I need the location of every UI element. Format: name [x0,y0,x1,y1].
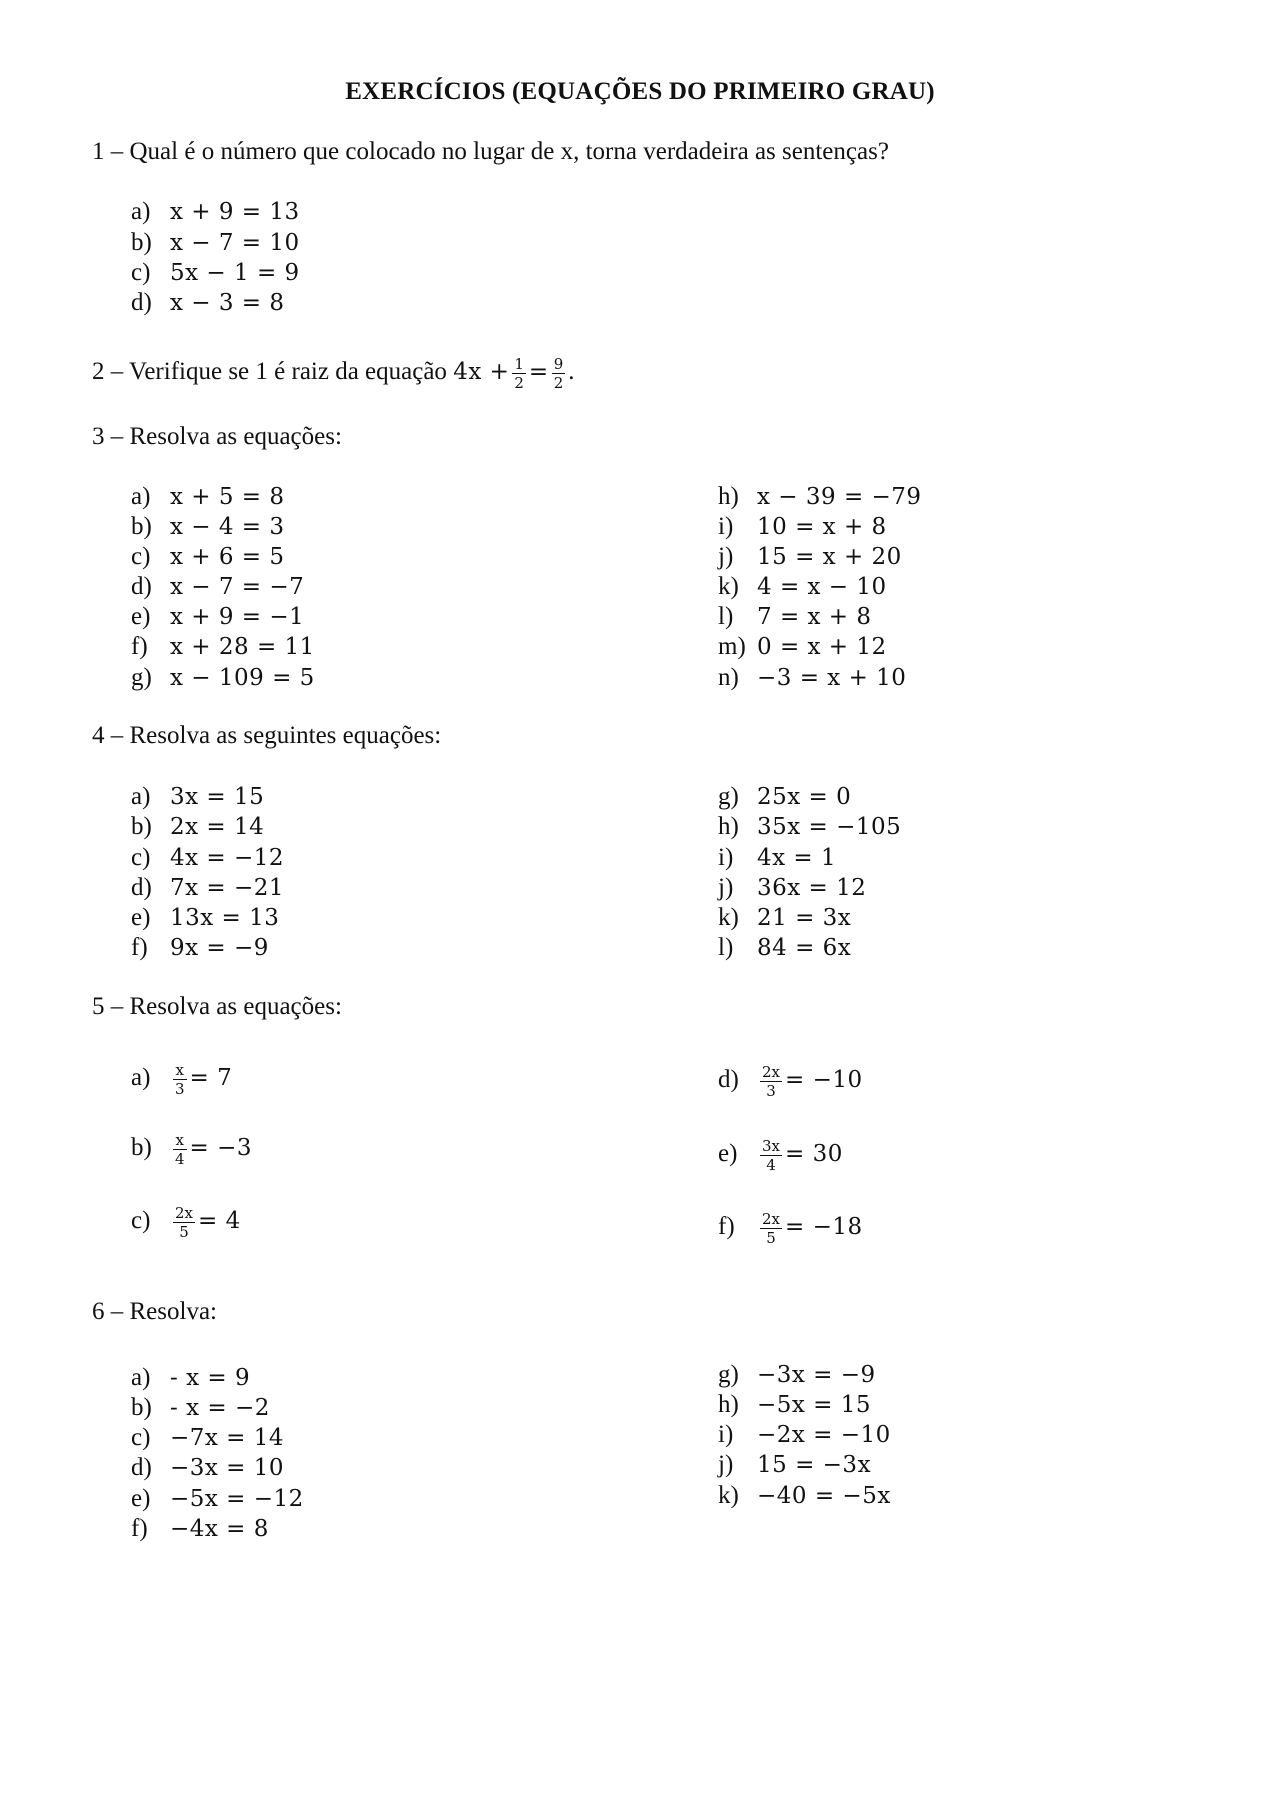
fraction-numerator: x [173,1062,187,1080]
q6-item-e [131,1484,304,1514]
equation: x − 109 = 5 [170,665,315,691]
q5-item-e [718,1131,843,1177]
equation: x + 9 = 13 [170,199,300,225]
equation: 7 = x + 8 [757,604,872,630]
item-label: b) [131,1394,152,1421]
equation: 0 = x + 12 [757,634,887,660]
equation: 5x − 1 = 9 [170,260,300,286]
equation: −3 = x + 10 [757,665,907,691]
item-label: f) [131,633,148,660]
equation-rhs: = −3 [189,1135,253,1161]
item-label: h) [718,813,739,840]
item-label: f) [718,1213,735,1240]
equation: −4x = 8 [170,1516,269,1542]
equation-rhs: = 7 [189,1065,233,1091]
equation: −5x = −12 [170,1486,304,1512]
item-label: l) [718,603,734,630]
equation: x + 28 = 11 [170,634,315,660]
item-label: a) [131,198,151,225]
item-label: g) [718,1361,739,1388]
question-2-text: 2 – Verifique se 1 é raiz da equação [92,358,447,386]
fraction-numerator: 2x [762,1062,781,1081]
fraction-numerator: 9 [553,355,564,373]
item-label: i) [718,844,734,871]
equation: 4x = 1 [757,845,837,871]
item-label: e) [131,904,151,931]
q6-item-b [131,1393,270,1423]
q4-item-b [131,812,264,842]
equation: x − 3 = 8 [170,290,285,316]
equation: - x = −2 [170,1395,270,1421]
equation: 9x = −9 [170,935,269,961]
equation: 15 = −3x [757,1452,872,1478]
q4-item-f [131,933,269,963]
equation: 84 = 6x [757,935,852,961]
item-label: m) [718,633,746,660]
q1-item-c [131,258,300,288]
question-3-prompt: 3 – Resolva as equações: [92,423,342,450]
q3-item-j [718,542,902,572]
question-5-prompt: 5 – Resolva as equações: [92,993,342,1020]
item-label: f) [131,1515,148,1542]
fraction [173,1205,195,1240]
equation: 35x = −105 [757,814,902,840]
item-label: i) [718,1421,734,1448]
q4-item-d [131,873,284,903]
q3-item-i [718,512,887,542]
equation: x − 7 = 10 [170,230,300,256]
equation: −7x = 14 [170,1425,285,1451]
item-label: e) [718,1140,738,1167]
item-label: a) [131,1364,151,1391]
q6-item-d [131,1453,284,1483]
item-label: i) [718,513,734,540]
equation: −40 = −5x [757,1483,891,1509]
q4-item-a [131,782,264,812]
question-4-prompt: 4 – Resolva as seguintes equações: [92,722,442,749]
fraction-numerator: x [173,1132,187,1150]
item-label: b) [131,1134,152,1161]
q6-item-a [131,1363,250,1393]
q4-item-h [718,812,901,842]
question-2-prompt [92,356,575,391]
item-label: e) [131,1485,151,1512]
item-label: a) [131,783,151,810]
item-label: d) [131,289,152,316]
equation: 15 = x + 20 [757,544,902,570]
item-label: k) [718,573,739,600]
q3-item-n [718,663,906,693]
equation-rhs: = −18 [785,1214,863,1240]
question-6-prompt: 6 – Resolva: [92,1298,217,1325]
equation: −3x = −9 [757,1362,876,1388]
equation: 36x = 12 [757,875,867,901]
equation: x + 9 = −1 [170,604,305,630]
q5-item-b [131,1125,252,1171]
q5-item-c [131,1198,241,1244]
item-label: j) [718,874,734,901]
fraction-nine-halves [552,356,566,391]
q4-item-i [718,843,836,873]
fraction-numerator: 3x [762,1136,781,1155]
equation-rhs: = −10 [785,1067,863,1093]
question-2-lhs: 4x + [453,359,510,386]
fraction [760,1211,782,1246]
item-label: k) [718,904,739,931]
fraction-denominator: 2 [514,374,524,392]
q3-item-e [131,602,304,632]
item-label: b) [131,229,152,256]
q4-item-k [718,903,851,933]
item-label: d) [131,573,152,600]
q6-item-i [718,1420,891,1450]
equation: x − 7 = −7 [170,574,305,600]
equation: x + 5 = 8 [170,484,285,510]
question-1-prompt: 1 – Qual é o número que colocado no lugar de x, torna verdadeira as sentenças? [92,138,889,165]
q4-item-e [131,903,279,933]
equation-rhs: = 4 [198,1208,241,1234]
q3-item-g [131,663,315,693]
period: . [568,358,575,386]
q4-item-l [718,933,851,963]
q3-item-k [718,572,887,602]
fraction-one-half [512,356,526,391]
equation: −5x = 15 [757,1392,872,1418]
item-label: b) [131,813,152,840]
q6-item-g [718,1360,876,1390]
q5-item-f [718,1204,863,1250]
q3-item-l [718,602,872,632]
item-label: c) [131,844,151,871]
equation: x − 39 = −79 [757,484,922,510]
q6-item-k [718,1481,891,1511]
fraction-numerator: 2x [762,1209,781,1228]
q4-item-j [718,873,866,903]
fraction-denominator: 5 [179,1222,189,1241]
fraction [173,1062,187,1097]
fraction-denominator: 2 [553,374,564,392]
q1-item-b [131,228,300,258]
q4-item-c [131,843,284,873]
equation: x + 6 = 5 [170,544,285,570]
q3-item-f [131,632,315,662]
item-label: j) [718,543,734,570]
fraction-denominator: 5 [766,1228,776,1247]
q3-item-h [718,482,922,512]
fraction-denominator: 4 [766,1155,776,1174]
equation: - x = 9 [170,1365,251,1391]
q6-item-j [718,1450,871,1480]
equation: 4x = −12 [170,845,285,871]
equation: 4 = x − 10 [757,574,887,600]
fraction [173,1132,187,1167]
fraction-denominator: 4 [175,1149,185,1168]
q4-item-g [718,782,851,812]
item-label: a) [131,1064,151,1091]
fraction-denominator: 3 [175,1079,185,1098]
item-label: l) [718,934,734,961]
item-label: k) [718,1482,739,1509]
equation: −2x = −10 [757,1422,891,1448]
page-title: EXERCÍCIOS (EQUAÇÕES DO PRIMEIRO GRAU) [345,78,935,105]
q1-item-a [131,197,300,227]
q3-item-a [131,482,285,512]
q5-item-a [131,1055,232,1101]
fraction-denominator: 3 [766,1081,776,1100]
q1-item-d [131,288,285,318]
item-label: c) [131,1424,151,1451]
equation: −3x = 10 [170,1455,285,1481]
item-label: n) [718,664,739,691]
q3-item-c [131,542,285,572]
equation-rhs: = 30 [785,1141,843,1167]
q6-item-c [131,1423,284,1453]
item-label: g) [131,664,152,691]
q3-item-b [131,512,285,542]
equals-sign: = [528,359,549,386]
item-label: g) [718,783,739,810]
equation: 21 = 3x [757,905,852,931]
fraction-numerator: 1 [514,355,524,373]
q6-item-f [131,1514,269,1544]
q6-item-h [718,1390,871,1420]
equation: 2x = 14 [170,814,265,840]
item-label: d) [131,874,152,901]
equation: 7x = −21 [170,875,285,901]
item-label: h) [718,483,739,510]
fraction [760,1064,782,1099]
item-label: h) [718,1391,739,1418]
item-label: c) [131,543,151,570]
item-label: d) [131,1454,152,1481]
item-label: c) [131,1207,151,1234]
q3-item-d [131,572,304,602]
item-label: b) [131,513,152,540]
equation: 13x = 13 [170,905,280,931]
equation: x − 4 = 3 [170,514,285,540]
item-label: f) [131,934,148,961]
q5-item-d [718,1057,863,1103]
item-label: j) [718,1451,734,1478]
q3-item-m [718,632,887,662]
item-label: c) [131,259,151,286]
equation: 3x = 15 [170,784,265,810]
fraction-numerator: 2x [175,1203,194,1222]
item-label: e) [131,603,151,630]
equation: 10 = x + 8 [757,514,887,540]
item-label: d) [718,1066,739,1093]
equation: 25x = 0 [757,784,852,810]
fraction [760,1138,782,1173]
item-label: a) [131,483,151,510]
